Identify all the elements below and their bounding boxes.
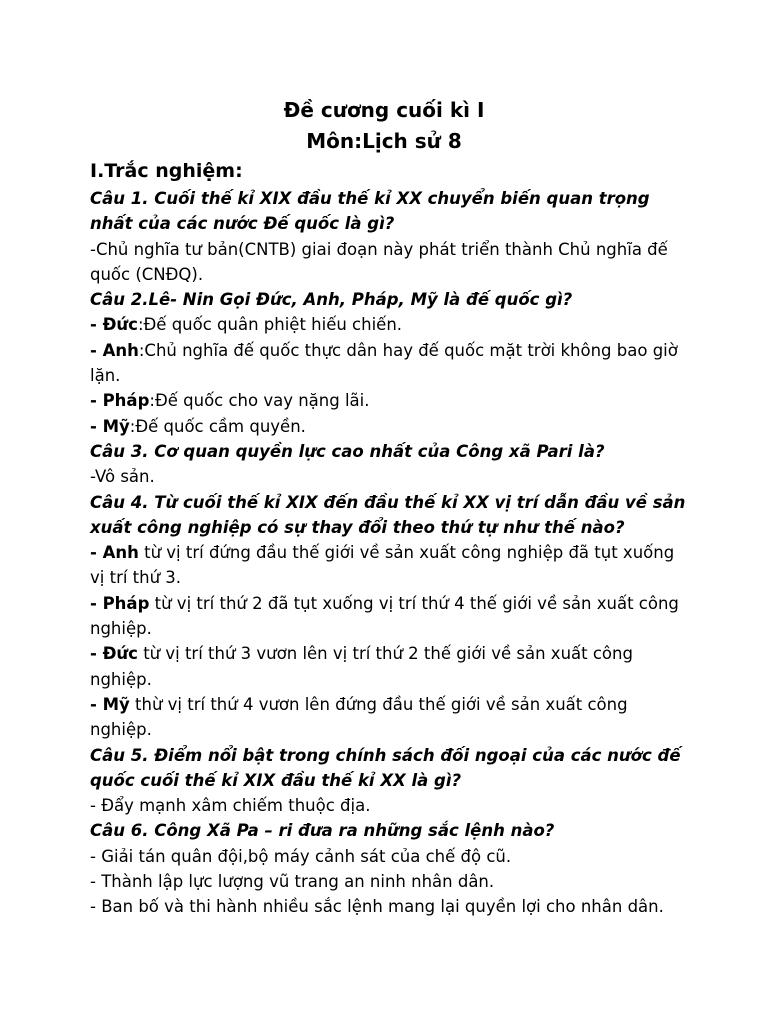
question-4: Câu 4. Từ cuối thế kỉ XIX đến đầu thế kỉ XX vị trí dẫn đầu về sản xuất công nghiệp có sự thay đổi theo thứ tự như thế nào? xyxy=(90,492,686,537)
question-3: Câu 3. Cơ quan quyền lực cao nhất của Công xã Pari là? xyxy=(90,441,605,461)
answer-line xyxy=(90,793,690,818)
answer-text: -Chủ nghĩa tư bản(CNTB) giai đoạn này phát triển thành Chủ nghĩa đế quốc (CNĐQ). xyxy=(90,239,668,284)
document-title: Đề cương cuối kì I xyxy=(283,98,485,122)
answer-country: - Pháp xyxy=(90,593,150,613)
document-body xyxy=(90,160,690,920)
question-6: Câu 6. Công Xã Pa – ri đưa ra những sắc lệnh nào? xyxy=(90,821,555,841)
section-heading: I.Trắc nghiệm: xyxy=(90,160,243,182)
question-2: Câu 2.Lê- Nin Gọi Đức, Anh, Pháp, Mỹ là đế quốc gì? xyxy=(90,290,573,310)
answer-line xyxy=(90,338,690,389)
document-subject: Môn:Lịch sử 8 xyxy=(306,129,462,153)
answer-text: :Đế quốc quân phiệt hiếu chiến. xyxy=(137,315,403,335)
answer-country: - Mỹ xyxy=(90,416,130,436)
answer-text: - Thành lập lực lượng vũ trang an ninh nhân dân. xyxy=(90,872,495,892)
answer-text: từ vị trí thứ 3 vươn lên vị trí thứ 2 thế giới về sản xuất công nghiệp. xyxy=(90,644,633,689)
answer-line xyxy=(90,237,690,288)
answer-line xyxy=(90,591,690,642)
answer-text: từ vị trí đứng đầu thế giới về sản xuất công nghiệp đã tụt xuống vị trí thứ 3. xyxy=(90,543,675,588)
answer-text: :Chủ nghĩa đế quốc thực dân hay đế quốc mặt trời không bao giờ lặn. xyxy=(90,340,678,386)
question-list xyxy=(90,186,690,920)
answer-country: - Anh xyxy=(90,543,139,563)
answer-line xyxy=(90,869,690,894)
answer-text: - Giải tán quân đội,bộ máy cảnh sát của chế độ cũ. xyxy=(90,846,512,866)
answer-line xyxy=(90,388,690,413)
answer-line xyxy=(90,414,690,439)
answer-text: - Ban bố và thi hành nhiều sắc lệnh mang lại quyền lợi cho nhân dân. xyxy=(90,897,664,917)
answer-line xyxy=(90,844,690,869)
answer-country: - Anh xyxy=(90,340,139,360)
answer-line xyxy=(90,894,690,919)
answer-line xyxy=(90,540,690,591)
answer-country: - Mỹ xyxy=(90,694,130,714)
answer-line xyxy=(90,641,690,692)
answer-text: :Đế quốc cầm quyền. xyxy=(129,416,306,436)
answer-country: - Đức xyxy=(90,644,138,664)
answer-country: - Pháp xyxy=(90,391,150,411)
question-1: Câu 1. Cuối thế kỉ XIX đầu thế kỉ XX chuyển biến quan trọng nhất của các nước Đế quốc là gì? xyxy=(90,189,650,234)
answer-line xyxy=(90,692,690,743)
question-5: Câu 5. Điểm nổi bật trong chính sách đối ngoại của các nước đế quốc cuối thế kỉ XIX đầu thế kỉ XX là gì? xyxy=(90,745,681,790)
answer-text: -Vô sản. xyxy=(90,467,155,487)
answer-text: từ vị trí thứ 2 đã tụt xuống vị trí thứ 4 thế giới về sản xuất công nghiệp. xyxy=(90,593,679,639)
answer-line xyxy=(90,312,690,337)
answer-line xyxy=(90,464,690,489)
answer-country: - Đức xyxy=(90,315,138,335)
answer-text: - Đẩy mạnh xâm chiếm thuộc địa. xyxy=(90,796,371,816)
answer-text: thừ vị trí thứ 4 vươn lên đứng đầu thế giới về sản xuất công nghiệp. xyxy=(90,694,628,740)
answer-text: :Đế quốc cho vay nặng lãi. xyxy=(149,391,370,411)
